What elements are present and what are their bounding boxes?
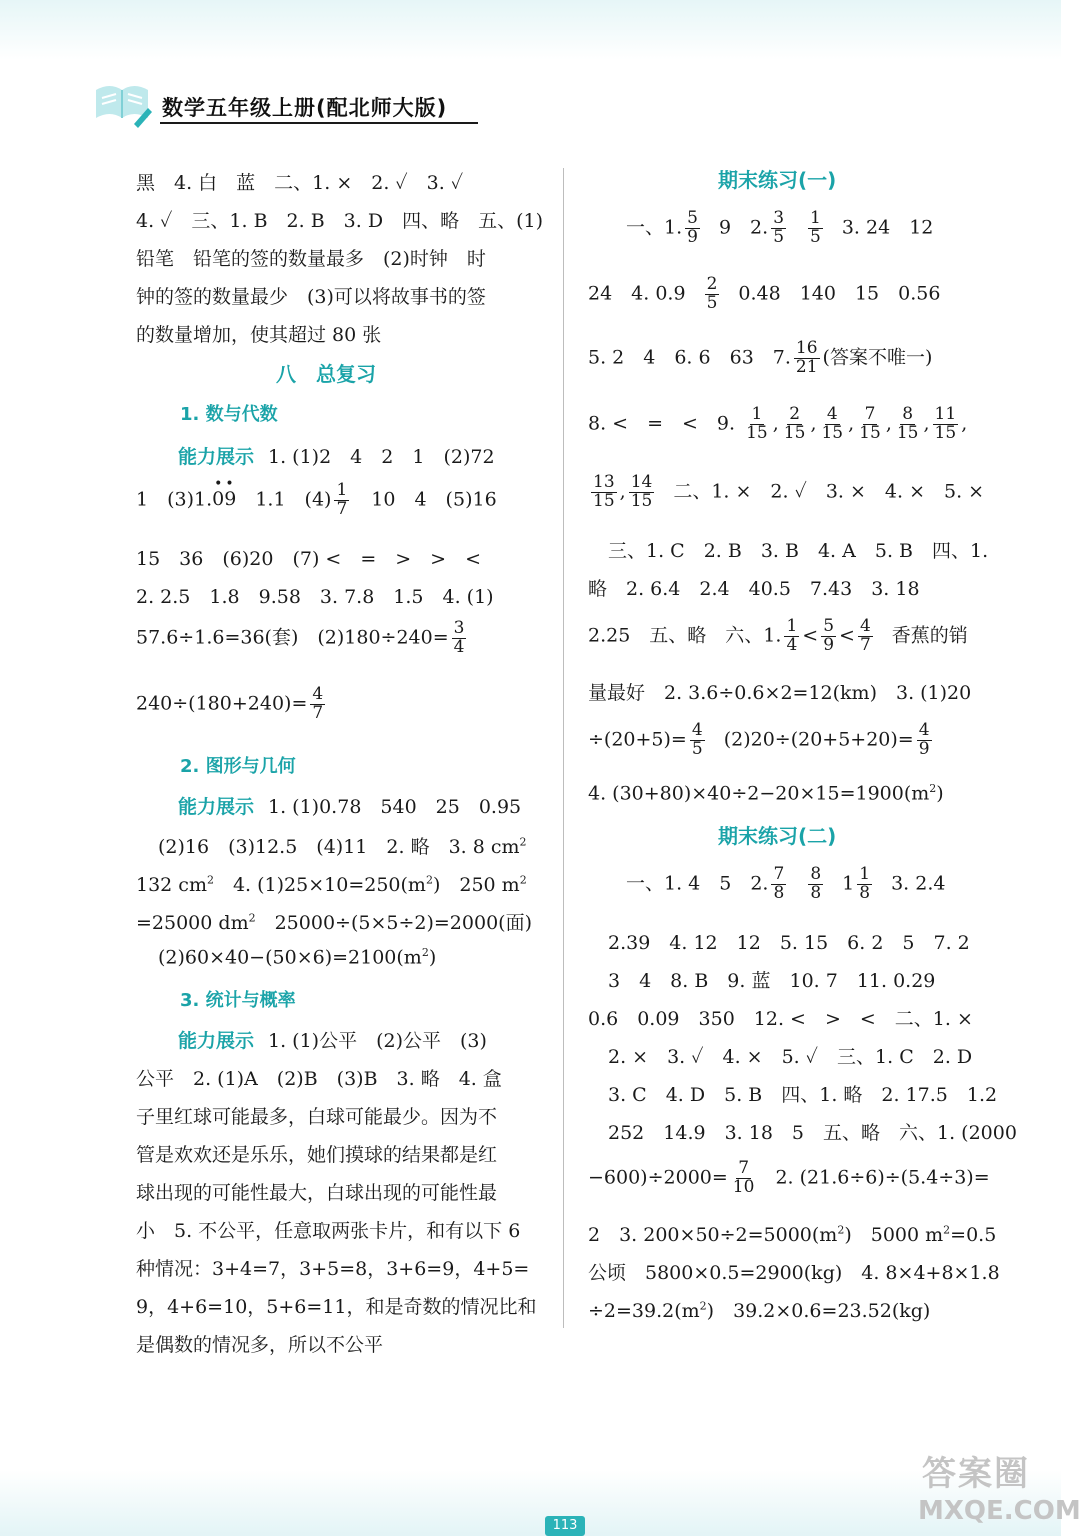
watermark-url: MXQE.COM <box>918 1496 1081 1526</box>
text-line: 15 36 (6)20 (7) < = > > < <box>136 548 481 570</box>
fraction: $\frac{5}{9}$ <box>823 616 835 655</box>
text-line: $\div 2=39.2(m^2)$ 39.2×0.6=23.52(kg) <box>588 1299 931 1322</box>
fraction: $\frac{7}{8}$ <box>773 864 785 903</box>
fraction: $\frac{8}{15}$ <box>896 404 919 443</box>
fraction: $\frac{13}{15}$ <box>593 472 615 511</box>
text-line: 252 14.9 3. 18 5 五、略 六、1. (2000 <box>608 1122 1017 1144</box>
fraction: $\frac{1}{8}$ <box>859 864 871 903</box>
text-line: 一、1. $\frac{5}{9}$ 9 2. $\frac{3}{5}$ $\frac{1}{5}$ 3. 24 12 <box>626 208 934 247</box>
exam-2-title: 期末练习(二) <box>718 824 837 848</box>
text-line: 8. < = < 9. $\frac{1}{15}$ , $\frac{2}{15}$ , $\frac{4}{15}$ , $\frac{7}{15}$ , $\frac{8}{15}$ , $\frac{11}{15}$ , <box>588 404 968 443</box>
fraction: $\frac{4}{15}$ <box>821 404 844 443</box>
fraction: $\frac{4}{5}$ <box>691 720 703 759</box>
ability-label: 能力展示 <box>178 1030 255 1052</box>
header-underline <box>160 122 478 124</box>
header-title: 数学五年级上册(配北师大版) <box>162 96 448 120</box>
text-line: 2. × 3. ✓ 4. × 5. ✓ 三、1. C 2. D <box>608 1046 973 1068</box>
text-line: 铅笔 铅笔的签的数量最多 (2)时钟 时 <box>136 248 486 270</box>
fraction: $\frac{11}{15}$ <box>934 404 957 443</box>
section-title-statistics: 3. 统计与概率 <box>180 990 296 1011</box>
watermark <box>918 1446 1081 1530</box>
text-line: 2.25 五、略 六、1. $\frac{1}{4}$ < $\frac{5}{9}$ < $\frac{4}{7}$ 香蕉的销 <box>588 616 968 655</box>
top-decor-band <box>0 0 1061 60</box>
watermark-logo-text: 答案圈 <box>922 1454 1030 1494</box>
fraction: $\frac{4}{9}$ <box>918 720 930 759</box>
text-line: $(2)60\times 40-(50\times 6)=2100(m^2)$ <box>158 946 437 969</box>
text-line: 子里红球可能最多，白球可能最少。因为不 <box>136 1106 498 1128</box>
text-line: 3. C 4. D 5. B 四、1. 略 2. 17.5 1.2 <box>608 1084 998 1106</box>
fraction: $\frac{1}{5}$ <box>810 208 821 247</box>
exam-1-title: 期末练习(一) <box>718 168 837 192</box>
text-line: 小 5. 不公平，任意取两张卡片，和有以下 6 <box>136 1220 521 1242</box>
text-line: 2 3. $200\times 50\div 2=5000(m^2)$ 5000 $m^2=0.5$ <box>588 1223 997 1246</box>
text-line: 种情况：3+4=7，3+5=8，3+6=9，4+5= <box>136 1258 530 1280</box>
text-line: (2)16 (3)12.5 (4)11 2. 略 3. 8 $cm^2$ <box>158 835 527 858</box>
ability-label: 能力展示 <box>178 446 255 468</box>
fraction: $\frac{8}{8}$ <box>810 864 822 903</box>
fraction: $\frac{4}{7}$ <box>859 616 871 655</box>
text-line: 的数量增加，使其超过 80 张 <box>136 324 382 346</box>
ability-label: 能力展示 <box>178 796 255 818</box>
text-line: 一、1. 4 5 2. $\frac{7}{8}$ $\frac{8}{8}$ 1 $\frac{1}{8}$ 3. 2.4 <box>626 864 946 903</box>
text-line: 量最好 2. 3.6÷0.6×2=12(km) 3. (1)20 <box>588 682 972 704</box>
section-title-geometry: 2. 图形与几何 <box>180 756 296 777</box>
text-line: 能力展示 1. (1)0.78 540 25 0.95 <box>178 796 522 818</box>
column-divider <box>563 168 564 1328</box>
fraction: $\frac{14}{15}$ <box>630 472 653 511</box>
page-number: 113 <box>545 1516 585 1536</box>
fraction: $\frac{7}{15}$ <box>859 404 881 443</box>
fraction: $\frac{5}{9}$ <box>687 208 698 247</box>
fraction: $\frac{7}{10}$ <box>732 1158 755 1197</box>
text-line: 132 $cm^2$ 4. $(1)25\times 10=250(m^2)$ 250 $m^2$ <box>136 873 527 896</box>
text-line: ÷(20+5)= $\frac{4}{5}$ (2)20÷(20+5+20)= $\frac{4}{9}$ <box>588 720 930 759</box>
text-line: 能力展示 1. (1)公平 (2)公平 (3) <box>178 1030 487 1052</box>
text-line: 0.6 0.09 350 12. < > < 二、1. × <box>588 1008 973 1030</box>
fraction: $\frac{1}{7}$ <box>336 480 348 519</box>
text-line: $\frac{13}{15}$ , $\frac{14}{15}$ 二、1. × 2. ✓ 3. × 4. × 5. × <box>593 472 985 511</box>
fraction: $\frac{1}{4}$ <box>786 616 798 655</box>
text-line: 57.6÷1.6=36(套) (2)180÷240= $\frac{3}{4}$ <box>136 618 465 657</box>
text-line: 240÷(180+240)= $\frac{4}{7}$ <box>136 684 324 723</box>
text-line: 4. $(30+80)\times 40\div 2-20\times 15=1900(m^2)$ <box>588 782 944 805</box>
text-line: 能力展示 1. (1)2 4 2 1 (2)72 <box>178 446 495 468</box>
text-line: 5. 2 4 6. 6 63 7. $\frac{16}{21}$ (答案不唯一) <box>588 338 933 377</box>
text-line: 1 (3)1. •• 09 1.1 (4) $\frac{1}{7}$ 10 4 (5)16 <box>136 476 497 519</box>
fraction: $\frac{1}{15}$ <box>746 404 768 443</box>
fraction: $\frac{16}{21}$ <box>795 338 818 377</box>
text-line: 4. ✓ 三、1. B 2. B 3. D 四、略 五、(1) <box>136 210 543 232</box>
fraction: $\frac{4}{7}$ <box>312 684 324 723</box>
text-line: 管是欢欢还是乐乐，她们摸球的结果都是红 <box>136 1144 498 1166</box>
fraction: $\frac{2}{15}$ <box>783 404 806 443</box>
text-line: 3 4 8. B 9. 蓝 10. 7 11. 0.29 <box>608 970 936 992</box>
text-line: 24 4. 0.9 $\frac{2}{5}$ 0.48 140 15 0.56 <box>588 274 941 313</box>
text-line: 公平 2. (1)A (2)B (3)B 3. 略 4. 盒 <box>136 1068 502 1090</box>
text-line: 是偶数的情况多，所以不公平 <box>136 1334 384 1356</box>
text-line: 9，4+6=10，5+6=11，和是奇数的情况比和 <box>136 1296 537 1318</box>
text-line: 2. 2.5 1.8 9.58 3. 7.8 1.5 4. (1) <box>136 586 494 608</box>
text-line: 略 2. 6.4 2.4 40.5 7.43 3. 18 <box>588 578 920 600</box>
text-line: 黑 4. 白 蓝 二、1. × 2. ✓ 3. ✓ <box>136 172 464 194</box>
book-logo-icon <box>90 74 154 130</box>
fraction: $\frac{3}{4}$ <box>453 618 465 657</box>
text-line: 三、1. C 2. B 3. B 4. A 5. B 四、1. <box>608 540 989 562</box>
text-line: 钟的签的数量最少 (3)可以将故事书的签 <box>136 286 486 308</box>
chapter-title: 八 总复习 <box>276 362 376 386</box>
section-title-algebra: 1. 数与代数 <box>180 404 278 425</box>
fraction: $\frac{2}{5}$ <box>706 274 718 313</box>
text-line: =25000 $dm^2$ 25000÷(5×5÷2)=2000(面) <box>136 911 532 934</box>
text-line: 2.39 4. 12 12 5. 15 6. 2 5 7. 2 <box>608 932 970 954</box>
text-line: 球出现的可能性最大，白球出现的可能性最 <box>136 1182 498 1204</box>
fraction: $\frac{3}{5}$ <box>773 208 785 247</box>
text-line: 公顷 5800×0.5=2900(kg) 4. 8×4+8×1.8 <box>588 1262 1000 1284</box>
repeating-decimal: •• 09 <box>212 476 237 511</box>
text-line: −600)÷2000= $\frac{7}{10}$ 2. (21.6÷6)÷(5.4÷3)= <box>588 1158 990 1197</box>
bottom-decor-band <box>0 1470 1061 1536</box>
